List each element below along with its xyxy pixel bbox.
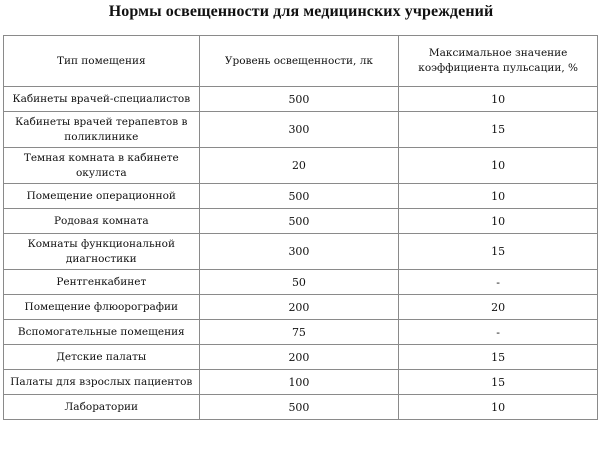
room-cell: Кабинеты врачей-специалистов — [4, 87, 200, 112]
pulse-cell: 15 — [399, 234, 598, 270]
pulse-cell: 10 — [399, 209, 598, 234]
pulse-cell: 10 — [399, 395, 598, 420]
table-row — [4, 209, 598, 234]
lux-cell: 300 — [199, 234, 399, 270]
lux-cell: 500 — [199, 395, 399, 420]
room-cell: Палаты для взрослых пациентов — [4, 370, 200, 395]
table-header-row — [4, 36, 598, 87]
room-cell: Кабинеты врачей терапевтов в поликлинике — [4, 112, 200, 148]
table-row — [4, 345, 598, 370]
lux-cell: 500 — [199, 209, 399, 234]
pulse-cell: 10 — [399, 148, 598, 184]
lux-cell: 75 — [199, 320, 399, 345]
lighting-norms-table — [3, 35, 598, 420]
table-row — [4, 234, 598, 270]
lux-cell: 50 — [199, 270, 399, 295]
pulse-cell: 10 — [399, 87, 598, 112]
pulse-cell: 15 — [399, 370, 598, 395]
pulse-cell: - — [399, 320, 598, 345]
pulse-cell: 15 — [399, 112, 598, 148]
header-pulsation: Максимальное значение коэффициента пульсации, % — [399, 36, 598, 87]
table-row — [4, 270, 598, 295]
pulse-cell: 20 — [399, 295, 598, 320]
table-row — [4, 395, 598, 420]
room-cell: Темная комната в кабинете окулиста — [4, 148, 200, 184]
room-cell: Родовая комната — [4, 209, 200, 234]
lux-cell: 100 — [199, 370, 399, 395]
lux-cell: 300 — [199, 112, 399, 148]
pulse-cell: 15 — [399, 345, 598, 370]
table-row — [4, 87, 598, 112]
lux-cell: 20 — [199, 148, 399, 184]
room-cell: Детские палаты — [4, 345, 200, 370]
table-row — [4, 112, 598, 148]
table-row — [4, 295, 598, 320]
room-cell: Рентгенкабинет — [4, 270, 200, 295]
room-cell: Помещение операционной — [4, 184, 200, 209]
lux-cell: 200 — [199, 295, 399, 320]
lux-cell: 500 — [199, 184, 399, 209]
lux-cell: 200 — [199, 345, 399, 370]
room-cell: Вспомогательные помещения — [4, 320, 200, 345]
header-room-type: Тип помещения — [4, 36, 200, 87]
table-row — [4, 370, 598, 395]
pulse-cell: 10 — [399, 184, 598, 209]
room-cell: Помещение флюорографии — [4, 295, 200, 320]
pulse-cell: - — [399, 270, 598, 295]
room-cell: Комнаты функциональной диагностики — [4, 234, 200, 270]
page-title: Нормы освещенности для медицинских учреждений — [108, 3, 494, 20]
table-row — [4, 320, 598, 345]
room-cell: Лаборатории — [4, 395, 200, 420]
lux-cell: 500 — [199, 87, 399, 112]
table-row — [4, 148, 598, 184]
table-row — [4, 184, 598, 209]
header-illuminance: Уровень освещенности, лк — [199, 36, 399, 87]
